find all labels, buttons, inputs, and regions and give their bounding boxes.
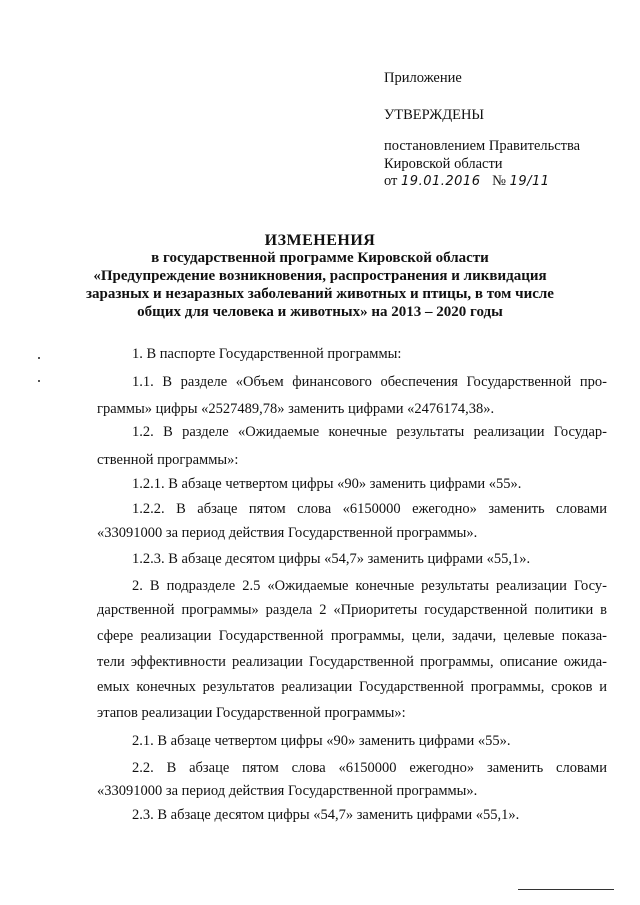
title-line-2: «Предупреждение возникновения, распространения и ликвидация [93, 268, 547, 284]
item-1-2-line-2: ственной программы»: [97, 452, 239, 468]
item-1-1-line-2: граммы» цифры «2527489,78» заменить цифрами «2476174,38». [97, 401, 495, 417]
scan-edge-line [518, 889, 614, 890]
item-2-1: 2.1. В абзаце четвертом цифры «90» заменить цифрами «55». [132, 733, 511, 749]
scan-margin-mark [38, 380, 40, 382]
scan-margin-mark [38, 357, 40, 359]
title-line-1: в государственной программе Кировской области [151, 250, 489, 266]
item-1-2-3: 1.2.3. В абзаце десятом цифры «54,7» заменить цифрами «55,1». [132, 551, 531, 567]
item-2-line-3: сфере реализации Государственной программы, цели, задачи, целевые показа- [97, 628, 607, 644]
title-line-3: заразных и незаразных заболеваний животных и птицы, в том числе [86, 286, 554, 302]
item-2-2-line-1: 2.2. В абзаце пятом слова «6150000 ежегодно» заменить словами [132, 760, 607, 776]
approval-line-government: постановлением Правительства [384, 138, 581, 154]
item-2-line-1: 2. В подразделе 2.5 «Ожидаемые конечные результаты реализации Госу- [132, 578, 607, 594]
handwritten-date: 19.01.2016 [401, 174, 481, 189]
item-2-line-4: тели эффективности реализации Государственной программы, описание ожида- [97, 654, 607, 670]
approval-line-region: Кировской области [384, 156, 503, 172]
item-2-line-6: этапов реализации Государственной программы»: [97, 705, 406, 721]
appendix-label: Приложение [384, 70, 462, 86]
item-1-2-line-1: 1.2. В разделе «Ожидаемые конечные результаты реализации Государ- [132, 424, 607, 440]
item-1-2-2-line-1: 1.2.2. В абзаце пятом слова «6150000 ежегодно» заменить словами [132, 501, 607, 517]
item-1-2-1: 1.2.1. В абзаце четвертом цифры «90» заменить цифрами «55». [132, 476, 522, 492]
item-2-line-2: дарственной программы» раздела 2 «Приоритеты государственной политики в [97, 602, 607, 618]
approval-date-number [384, 173, 550, 190]
number-prefix: № [492, 173, 506, 189]
item-1-1-line-1: 1.1. В разделе «Объем финансового обеспечения Государственной про- [132, 374, 607, 390]
approved-label: УТВЕРЖДЕНЫ [384, 107, 485, 123]
item-2-2-line-2: «33091000 за период действия Государственной программы». [97, 783, 478, 799]
item-1: 1. В паспорте Государственной программы: [132, 346, 402, 362]
title-line-4: общих для человека и животных» на 2013 – 2020 годы [137, 304, 503, 320]
document-heading: ИЗМЕНЕНИЯ [264, 232, 376, 249]
handwritten-number: 19/11 [509, 174, 550, 189]
item-2-line-5: емых конечных результатов реализации Государственной программы, сроков и [97, 679, 607, 695]
item-2-3: 2.3. В абзаце десятом цифры «54,7» заменить цифрами «55,1». [132, 807, 520, 823]
item-1-2-2-line-2: «33091000 за период действия Государственной программы». [97, 525, 478, 541]
date-prefix: от [384, 173, 398, 189]
